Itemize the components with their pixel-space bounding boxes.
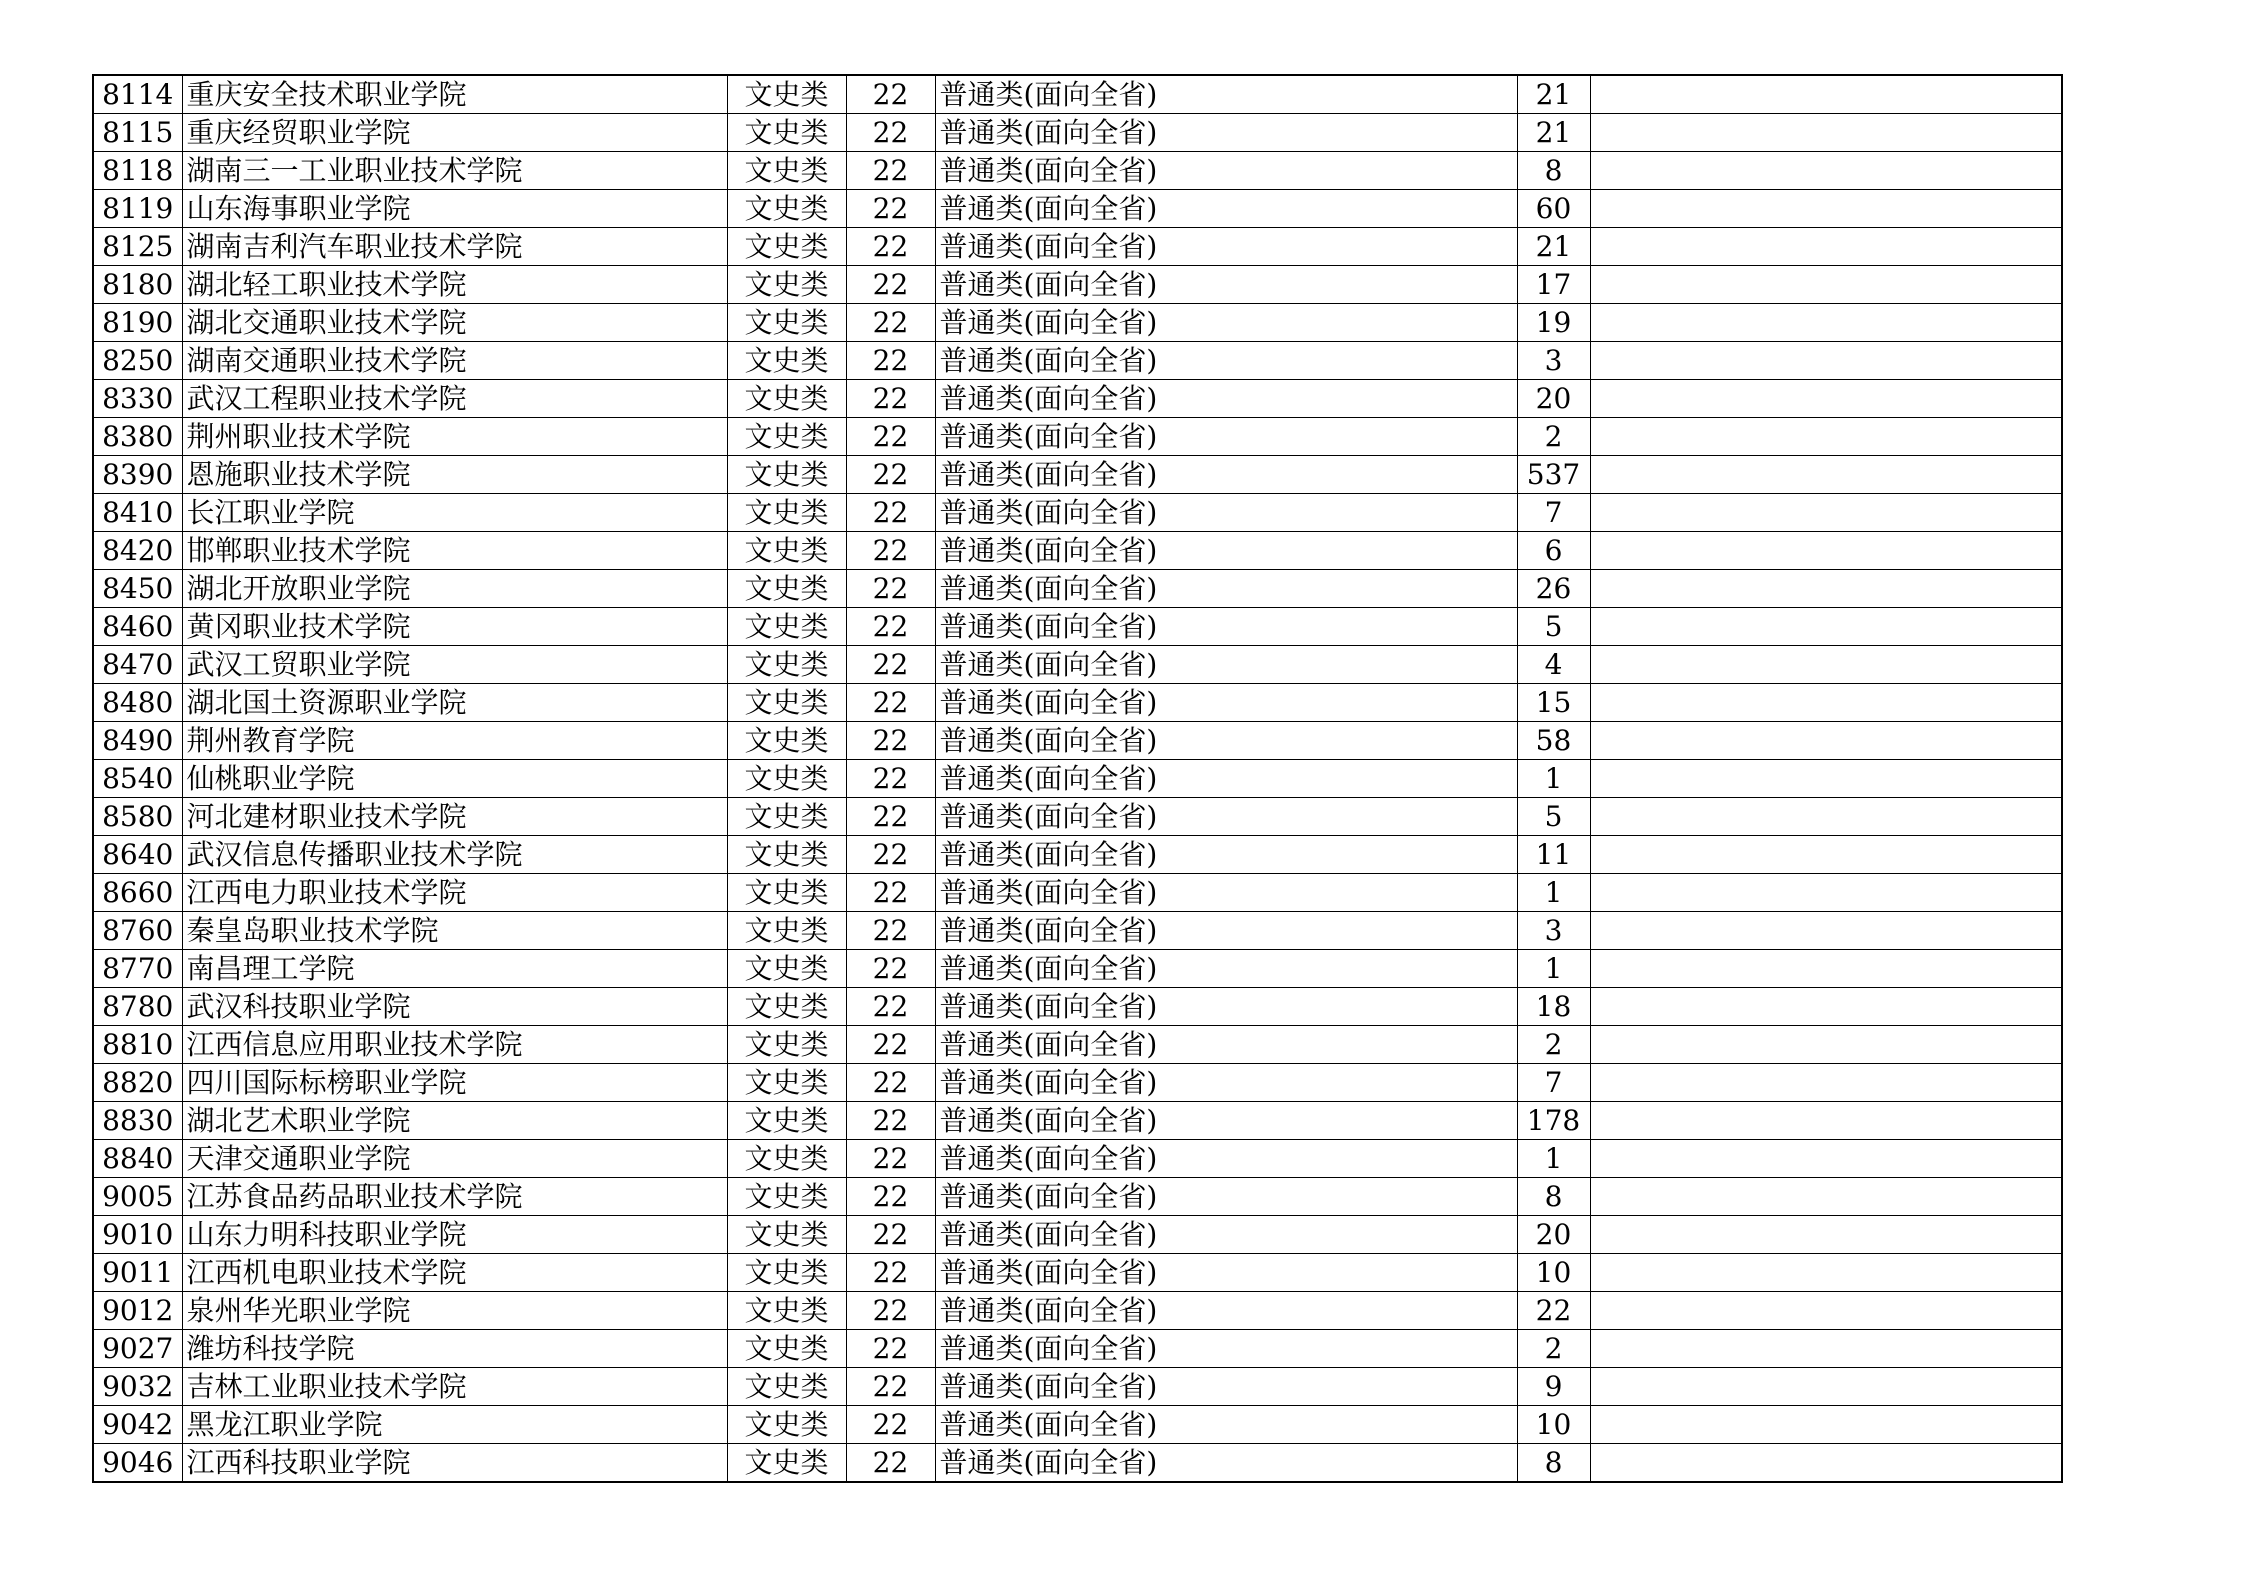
- table-row: [93, 570, 2062, 608]
- subject-category-cell: 文史类: [727, 1292, 846, 1330]
- note-cell: [1590, 1368, 2062, 1406]
- batch-code-cell: 22: [846, 1178, 935, 1216]
- subject-category-cell: 文史类: [727, 722, 846, 760]
- enrollment-type-cell: 普通类(面向全省): [935, 1026, 1517, 1064]
- note-cell: [1590, 1140, 2062, 1178]
- school-name-cell: 恩施职业技术学院: [182, 456, 727, 494]
- school-name-cell: 湖南交通职业技术学院: [182, 342, 727, 380]
- plan-count-cell: 2: [1517, 1026, 1590, 1064]
- subject-category-cell: 文史类: [727, 1026, 846, 1064]
- subject-category-cell: 文史类: [727, 1368, 846, 1406]
- table-row: [93, 1444, 2062, 1483]
- school-code-cell: 8250: [93, 342, 182, 380]
- table-row: [93, 988, 2062, 1026]
- school-code-cell: 8640: [93, 836, 182, 874]
- batch-code-cell: 22: [846, 456, 935, 494]
- batch-code-cell: 22: [846, 874, 935, 912]
- table-row: [93, 1330, 2062, 1368]
- note-cell: [1590, 1254, 2062, 1292]
- plan-count-cell: 58: [1517, 722, 1590, 760]
- enrollment-type-cell: 普通类(面向全省): [935, 266, 1517, 304]
- enrollment-type-cell: 普通类(面向全省): [935, 456, 1517, 494]
- note-cell: [1590, 494, 2062, 532]
- batch-code-cell: 22: [846, 1292, 935, 1330]
- enrollment-type-cell: 普通类(面向全省): [935, 380, 1517, 418]
- subject-category-cell: 文史类: [727, 836, 846, 874]
- plan-count-cell: 17: [1517, 266, 1590, 304]
- school-code-cell: 9027: [93, 1330, 182, 1368]
- plan-count-cell: 22: [1517, 1292, 1590, 1330]
- batch-code-cell: 22: [846, 646, 935, 684]
- school-name-cell: 河北建材职业技术学院: [182, 798, 727, 836]
- batch-code-cell: 22: [846, 722, 935, 760]
- school-code-cell: 8540: [93, 760, 182, 798]
- table-row: [93, 874, 2062, 912]
- school-name-cell: 黄冈职业技术学院: [182, 608, 727, 646]
- note-cell: [1590, 684, 2062, 722]
- table-row: [93, 114, 2062, 152]
- school-name-cell: 长江职业学院: [182, 494, 727, 532]
- plan-count-cell: 21: [1517, 228, 1590, 266]
- enrollment-type-cell: 普通类(面向全省): [935, 228, 1517, 266]
- batch-code-cell: 22: [846, 988, 935, 1026]
- subject-category-cell: 文史类: [727, 950, 846, 988]
- enrollment-type-cell: 普通类(面向全省): [935, 836, 1517, 874]
- plan-count-cell: 7: [1517, 494, 1590, 532]
- plan-count-cell: 10: [1517, 1406, 1590, 1444]
- plan-count-cell: 18: [1517, 988, 1590, 1026]
- school-name-cell: 黑龙江职业学院: [182, 1406, 727, 1444]
- note-cell: [1590, 342, 2062, 380]
- plan-count-cell: 8: [1517, 1444, 1590, 1483]
- school-code-cell: 8190: [93, 304, 182, 342]
- enrollment-type-cell: 普通类(面向全省): [935, 1406, 1517, 1444]
- plan-count-cell: 10: [1517, 1254, 1590, 1292]
- enrollment-type-cell: 普通类(面向全省): [935, 608, 1517, 646]
- table-row: [93, 532, 2062, 570]
- enrollment-type-cell: 普通类(面向全省): [935, 646, 1517, 684]
- school-name-cell: 吉林工业职业技术学院: [182, 1368, 727, 1406]
- school-code-cell: 9032: [93, 1368, 182, 1406]
- enrollment-type-cell: 普通类(面向全省): [935, 988, 1517, 1026]
- note-cell: [1590, 570, 2062, 608]
- enrollment-type-cell: 普通类(面向全省): [935, 722, 1517, 760]
- table-row: [93, 1368, 2062, 1406]
- school-name-cell: 湖北国土资源职业学院: [182, 684, 727, 722]
- school-code-cell: 9010: [93, 1216, 182, 1254]
- table-row: [93, 190, 2062, 228]
- enrollment-type-cell: 普通类(面向全省): [935, 1444, 1517, 1483]
- batch-code-cell: 22: [846, 228, 935, 266]
- school-code-cell: 8390: [93, 456, 182, 494]
- batch-code-cell: 22: [846, 532, 935, 570]
- subject-category-cell: 文史类: [727, 266, 846, 304]
- school-code-cell: 8830: [93, 1102, 182, 1140]
- note-cell: [1590, 1330, 2062, 1368]
- school-code-cell: 9042: [93, 1406, 182, 1444]
- note-cell: [1590, 760, 2062, 798]
- school-code-cell: 8770: [93, 950, 182, 988]
- enrollment-type-cell: 普通类(面向全省): [935, 532, 1517, 570]
- plan-count-cell: 26: [1517, 570, 1590, 608]
- enrollment-type-cell: 普通类(面向全省): [935, 152, 1517, 190]
- table-row: [93, 75, 2062, 114]
- table-row: [93, 1026, 2062, 1064]
- school-name-cell: 武汉工贸职业学院: [182, 646, 727, 684]
- batch-code-cell: 22: [846, 1368, 935, 1406]
- subject-category-cell: 文史类: [727, 190, 846, 228]
- school-code-cell: 8118: [93, 152, 182, 190]
- note-cell: [1590, 380, 2062, 418]
- table-row: [93, 608, 2062, 646]
- table-row: [93, 1178, 2062, 1216]
- school-code-cell: 8660: [93, 874, 182, 912]
- plan-count-cell: 8: [1517, 152, 1590, 190]
- note-cell: [1590, 1102, 2062, 1140]
- enrollment-type-cell: 普通类(面向全省): [935, 304, 1517, 342]
- subject-category-cell: 文史类: [727, 760, 846, 798]
- enrollment-type-cell: 普通类(面向全省): [935, 1178, 1517, 1216]
- school-name-cell: 潍坊科技学院: [182, 1330, 727, 1368]
- plan-count-cell: 1: [1517, 1140, 1590, 1178]
- subject-category-cell: 文史类: [727, 342, 846, 380]
- note-cell: [1590, 1178, 2062, 1216]
- school-name-cell: 湖北交通职业技术学院: [182, 304, 727, 342]
- school-name-cell: 山东力明科技职业学院: [182, 1216, 727, 1254]
- plan-count-cell: 1: [1517, 874, 1590, 912]
- school-code-cell: 8460: [93, 608, 182, 646]
- table-row: [93, 1254, 2062, 1292]
- school-name-cell: 湖北开放职业学院: [182, 570, 727, 608]
- school-code-cell: 8810: [93, 1026, 182, 1064]
- note-cell: [1590, 228, 2062, 266]
- enrollment-type-cell: 普通类(面向全省): [935, 75, 1517, 114]
- school-name-cell: 泉州华光职业学院: [182, 1292, 727, 1330]
- subject-category-cell: 文史类: [727, 646, 846, 684]
- school-code-cell: 9012: [93, 1292, 182, 1330]
- note-cell: [1590, 532, 2062, 570]
- school-name-cell: 武汉科技职业学院: [182, 988, 727, 1026]
- batch-code-cell: 22: [846, 950, 935, 988]
- batch-code-cell: 22: [846, 798, 935, 836]
- enrollment-type-cell: 普通类(面向全省): [935, 1140, 1517, 1178]
- plan-count-cell: 15: [1517, 684, 1590, 722]
- plan-count-cell: 21: [1517, 114, 1590, 152]
- table-row: [93, 342, 2062, 380]
- batch-code-cell: 22: [846, 114, 935, 152]
- plan-count-cell: 9: [1517, 1368, 1590, 1406]
- school-name-cell: 天津交通职业学院: [182, 1140, 727, 1178]
- note-cell: [1590, 304, 2062, 342]
- school-name-cell: 邯郸职业技术学院: [182, 532, 727, 570]
- subject-category-cell: 文史类: [727, 912, 846, 950]
- note-cell: [1590, 75, 2062, 114]
- table-row: [93, 228, 2062, 266]
- note-cell: [1590, 456, 2062, 494]
- plan-count-cell: 3: [1517, 912, 1590, 950]
- school-name-cell: 湖北艺术职业学院: [182, 1102, 727, 1140]
- subject-category-cell: 文史类: [727, 75, 846, 114]
- school-name-cell: 秦皇岛职业技术学院: [182, 912, 727, 950]
- plan-count-cell: 8: [1517, 1178, 1590, 1216]
- enrollment-type-cell: 普通类(面向全省): [935, 1330, 1517, 1368]
- batch-code-cell: 22: [846, 1444, 935, 1483]
- table-row: [93, 494, 2062, 532]
- plan-count-cell: 20: [1517, 1216, 1590, 1254]
- school-code-cell: 8820: [93, 1064, 182, 1102]
- batch-code-cell: 22: [846, 304, 935, 342]
- batch-code-cell: 22: [846, 570, 935, 608]
- note-cell: [1590, 1444, 2062, 1483]
- table-row: [93, 1216, 2062, 1254]
- school-code-cell: 8330: [93, 380, 182, 418]
- note-cell: [1590, 418, 2062, 456]
- school-code-cell: 8380: [93, 418, 182, 456]
- school-name-cell: 武汉信息传播职业技术学院: [182, 836, 727, 874]
- enrollment-type-cell: 普通类(面向全省): [935, 684, 1517, 722]
- note-cell: [1590, 1406, 2062, 1444]
- note-cell: [1590, 722, 2062, 760]
- plan-count-cell: 3: [1517, 342, 1590, 380]
- school-code-cell: 8580: [93, 798, 182, 836]
- school-code-cell: 8840: [93, 1140, 182, 1178]
- note-cell: [1590, 836, 2062, 874]
- subject-category-cell: 文史类: [727, 684, 846, 722]
- school-code-cell: 8119: [93, 190, 182, 228]
- table-row: [93, 950, 2062, 988]
- school-code-cell: 8125: [93, 228, 182, 266]
- note-cell: [1590, 798, 2062, 836]
- subject-category-cell: 文史类: [727, 1330, 846, 1368]
- batch-code-cell: 22: [846, 760, 935, 798]
- batch-code-cell: 22: [846, 836, 935, 874]
- batch-code-cell: 22: [846, 75, 935, 114]
- school-code-cell: 8470: [93, 646, 182, 684]
- table-row: [93, 646, 2062, 684]
- table-row: [93, 912, 2062, 950]
- table-row: [93, 418, 2062, 456]
- table-row: [93, 1406, 2062, 1444]
- batch-code-cell: 22: [846, 608, 935, 646]
- school-code-cell: 8480: [93, 684, 182, 722]
- school-name-cell: 湖南吉利汽车职业技术学院: [182, 228, 727, 266]
- subject-category-cell: 文史类: [727, 570, 846, 608]
- table-row: [93, 304, 2062, 342]
- enrollment-type-cell: 普通类(面向全省): [935, 342, 1517, 380]
- table-row: [93, 836, 2062, 874]
- batch-code-cell: 22: [846, 1254, 935, 1292]
- enrollment-type-cell: 普通类(面向全省): [935, 570, 1517, 608]
- batch-code-cell: 22: [846, 342, 935, 380]
- plan-count-cell: 2: [1517, 1330, 1590, 1368]
- table-row: [93, 722, 2062, 760]
- note-cell: [1590, 114, 2062, 152]
- table-row: [93, 456, 2062, 494]
- school-code-cell: 8760: [93, 912, 182, 950]
- subject-category-cell: 文史类: [727, 304, 846, 342]
- school-code-cell: 9005: [93, 1178, 182, 1216]
- note-cell: [1590, 912, 2062, 950]
- school-code-cell: 8420: [93, 532, 182, 570]
- subject-category-cell: 文史类: [727, 532, 846, 570]
- enrollment-type-cell: 普通类(面向全省): [935, 494, 1517, 532]
- enrollment-type-cell: 普通类(面向全省): [935, 874, 1517, 912]
- school-name-cell: 江苏食品药品职业技术学院: [182, 1178, 727, 1216]
- batch-code-cell: 22: [846, 1330, 935, 1368]
- subject-category-cell: 文史类: [727, 494, 846, 532]
- subject-category-cell: 文史类: [727, 874, 846, 912]
- enrollment-type-cell: 普通类(面向全省): [935, 1216, 1517, 1254]
- batch-code-cell: 22: [846, 418, 935, 456]
- plan-count-cell: 11: [1517, 836, 1590, 874]
- school-name-cell: 山东海事职业学院: [182, 190, 727, 228]
- plan-count-cell: 20: [1517, 380, 1590, 418]
- subject-category-cell: 文史类: [727, 1064, 846, 1102]
- school-code-cell: 8180: [93, 266, 182, 304]
- plan-count-cell: 537: [1517, 456, 1590, 494]
- batch-code-cell: 22: [846, 266, 935, 304]
- plan-count-cell: 5: [1517, 798, 1590, 836]
- school-name-cell: 重庆经贸职业学院: [182, 114, 727, 152]
- note-cell: [1590, 1026, 2062, 1064]
- school-name-cell: 江西机电职业技术学院: [182, 1254, 727, 1292]
- enrollment-type-cell: 普通类(面向全省): [935, 114, 1517, 152]
- school-name-cell: 荆州职业技术学院: [182, 418, 727, 456]
- school-name-cell: 四川国际标榜职业学院: [182, 1064, 727, 1102]
- subject-category-cell: 文史类: [727, 798, 846, 836]
- note-cell: [1590, 950, 2062, 988]
- batch-code-cell: 22: [846, 380, 935, 418]
- table-body: [93, 75, 2062, 1482]
- plan-count-cell: 2: [1517, 418, 1590, 456]
- school-name-cell: 江西电力职业技术学院: [182, 874, 727, 912]
- table-row: [93, 380, 2062, 418]
- note-cell: [1590, 1216, 2062, 1254]
- enrollment-type-cell: 普通类(面向全省): [935, 190, 1517, 228]
- batch-code-cell: 22: [846, 1216, 935, 1254]
- subject-category-cell: 文史类: [727, 1444, 846, 1483]
- school-name-cell: 重庆安全技术职业学院: [182, 75, 727, 114]
- plan-count-cell: 7: [1517, 1064, 1590, 1102]
- plan-count-cell: 4: [1517, 646, 1590, 684]
- school-name-cell: 南昌理工学院: [182, 950, 727, 988]
- table-row: [93, 798, 2062, 836]
- note-cell: [1590, 608, 2062, 646]
- subject-category-cell: 文史类: [727, 1216, 846, 1254]
- batch-code-cell: 22: [846, 1140, 935, 1178]
- school-code-cell: 8490: [93, 722, 182, 760]
- subject-category-cell: 文史类: [727, 1254, 846, 1292]
- enrollment-type-cell: 普通类(面向全省): [935, 950, 1517, 988]
- note-cell: [1590, 988, 2062, 1026]
- school-code-cell: 8115: [93, 114, 182, 152]
- enrollment-table: [92, 74, 2063, 1483]
- batch-code-cell: 22: [846, 190, 935, 228]
- enrollment-type-cell: 普通类(面向全省): [935, 1292, 1517, 1330]
- subject-category-cell: 文史类: [727, 1102, 846, 1140]
- school-name-cell: 江西科技职业学院: [182, 1444, 727, 1483]
- plan-count-cell: 178: [1517, 1102, 1590, 1140]
- school-code-cell: 8780: [93, 988, 182, 1026]
- school-name-cell: 湖南三一工业职业技术学院: [182, 152, 727, 190]
- note-cell: [1590, 1292, 2062, 1330]
- note-cell: [1590, 152, 2062, 190]
- enrollment-type-cell: 普通类(面向全省): [935, 1368, 1517, 1406]
- school-name-cell: 江西信息应用职业技术学院: [182, 1026, 727, 1064]
- table-row: [93, 152, 2062, 190]
- subject-category-cell: 文史类: [727, 114, 846, 152]
- batch-code-cell: 22: [846, 1026, 935, 1064]
- subject-category-cell: 文史类: [727, 1178, 846, 1216]
- plan-count-cell: 6: [1517, 532, 1590, 570]
- school-name-cell: 武汉工程职业技术学院: [182, 380, 727, 418]
- plan-count-cell: 1: [1517, 760, 1590, 798]
- plan-count-cell: 5: [1517, 608, 1590, 646]
- table-row: [93, 1102, 2062, 1140]
- enrollment-type-cell: 普通类(面向全省): [935, 1102, 1517, 1140]
- subject-category-cell: 文史类: [727, 1140, 846, 1178]
- enrollment-type-cell: 普通类(面向全省): [935, 798, 1517, 836]
- plan-count-cell: 21: [1517, 75, 1590, 114]
- table-row: [93, 1292, 2062, 1330]
- school-code-cell: 9011: [93, 1254, 182, 1292]
- table-row: [93, 266, 2062, 304]
- school-name-cell: 荆州教育学院: [182, 722, 727, 760]
- table-row: [93, 1140, 2062, 1178]
- enrollment-type-cell: 普通类(面向全省): [935, 912, 1517, 950]
- batch-code-cell: 22: [846, 152, 935, 190]
- plan-count-cell: 19: [1517, 304, 1590, 342]
- school-code-cell: 8410: [93, 494, 182, 532]
- table-row: [93, 760, 2062, 798]
- subject-category-cell: 文史类: [727, 152, 846, 190]
- note-cell: [1590, 646, 2062, 684]
- table-row: [93, 1064, 2062, 1102]
- school-name-cell: 仙桃职业学院: [182, 760, 727, 798]
- note-cell: [1590, 266, 2062, 304]
- batch-code-cell: 22: [846, 684, 935, 722]
- enrollment-type-cell: 普通类(面向全省): [935, 1254, 1517, 1292]
- enrollment-type-cell: 普通类(面向全省): [935, 1064, 1517, 1102]
- school-code-cell: 8450: [93, 570, 182, 608]
- school-name-cell: 湖北轻工职业技术学院: [182, 266, 727, 304]
- subject-category-cell: 文史类: [727, 380, 846, 418]
- batch-code-cell: 22: [846, 912, 935, 950]
- subject-category-cell: 文史类: [727, 608, 846, 646]
- note-cell: [1590, 874, 2062, 912]
- enrollment-type-cell: 普通类(面向全省): [935, 760, 1517, 798]
- plan-count-cell: 1: [1517, 950, 1590, 988]
- batch-code-cell: 22: [846, 1064, 935, 1102]
- subject-category-cell: 文史类: [727, 1406, 846, 1444]
- enrollment-type-cell: 普通类(面向全省): [935, 418, 1517, 456]
- subject-category-cell: 文史类: [727, 988, 846, 1026]
- batch-code-cell: 22: [846, 1102, 935, 1140]
- table-row: [93, 684, 2062, 722]
- batch-code-cell: 22: [846, 1406, 935, 1444]
- school-code-cell: 8114: [93, 75, 182, 114]
- batch-code-cell: 22: [846, 494, 935, 532]
- plan-count-cell: 60: [1517, 190, 1590, 228]
- note-cell: [1590, 1064, 2062, 1102]
- note-cell: [1590, 190, 2062, 228]
- subject-category-cell: 文史类: [727, 228, 846, 266]
- subject-category-cell: 文史类: [727, 456, 846, 494]
- subject-category-cell: 文史类: [727, 418, 846, 456]
- school-code-cell: 9046: [93, 1444, 182, 1483]
